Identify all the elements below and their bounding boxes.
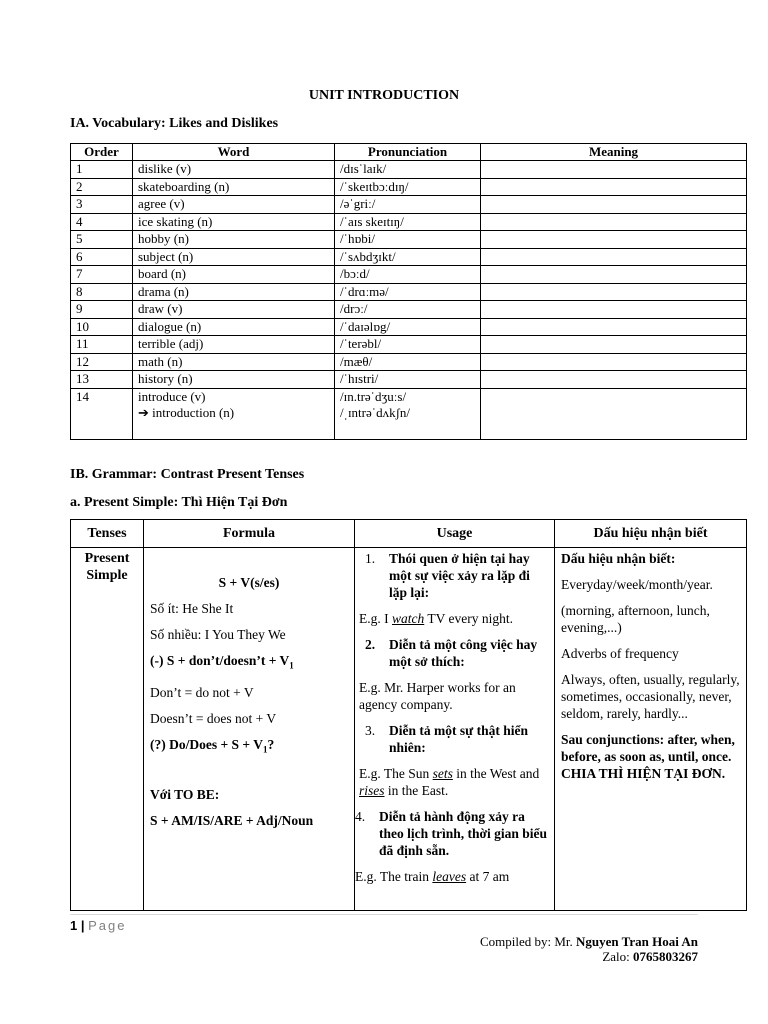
pronunciation-cell: /mæθ/ bbox=[335, 353, 481, 371]
table-row bbox=[71, 213, 747, 231]
order-cell: 8 bbox=[71, 283, 133, 301]
order-cell: 13 bbox=[71, 371, 133, 389]
tense-cell: Present Simple bbox=[71, 548, 144, 911]
formula-question-text: (?) Do/Does + S + V bbox=[150, 736, 264, 752]
word-cell: ice skating (n) bbox=[133, 213, 335, 231]
example-text: E.g. The train bbox=[355, 869, 433, 884]
table-row bbox=[71, 283, 747, 301]
usage-example: E.g. Mr. Harper works for an agency company. bbox=[359, 680, 516, 712]
meaning-cell bbox=[481, 371, 747, 389]
order-cell: 6 bbox=[71, 248, 133, 266]
pronunciation-cell: /əˈgriː/ bbox=[335, 196, 481, 214]
table-row bbox=[71, 178, 747, 196]
word-cell: subject (n) bbox=[133, 248, 335, 266]
meaning-cell bbox=[481, 231, 747, 249]
usage-example bbox=[355, 868, 548, 885]
zalo-label: Zalo: bbox=[602, 949, 633, 964]
pronunciation-cell: /bɔːd/ bbox=[335, 266, 481, 284]
table-row bbox=[71, 548, 747, 911]
meaning-cell bbox=[481, 283, 747, 301]
formula-tobe-label: Với TO BE: bbox=[150, 787, 220, 803]
pronunciation-cell: /ˈhɒbi/ bbox=[335, 231, 481, 249]
meaning-cell bbox=[481, 266, 747, 284]
arrow-right-icon: ➔ bbox=[138, 405, 149, 420]
word-cell: draw (v) bbox=[133, 301, 335, 319]
usage-text: Thói quen ở hiện tại hay một sự việc xảy ra lặp đi lặp lại: bbox=[389, 551, 530, 600]
example-verb: rises bbox=[359, 783, 385, 798]
grammar-heading: IB. Grammar: Contrast Present Tenses bbox=[70, 467, 305, 482]
order-cell: 2 bbox=[71, 178, 133, 196]
table-row bbox=[71, 336, 747, 354]
table-row bbox=[71, 161, 747, 179]
order-cell: 5 bbox=[71, 231, 133, 249]
signs-cell bbox=[555, 548, 747, 911]
pronunciation-cell: /ˈskeɪtbɔːdɪŋ/ bbox=[335, 178, 481, 196]
pronunciation-cell: /ˈsʌbdʒɪkt/ bbox=[335, 248, 481, 266]
usage-example bbox=[359, 610, 548, 627]
formula-singular: Số ít: He She It bbox=[150, 601, 234, 616]
example-text: E.g. The Sun bbox=[359, 766, 433, 781]
word-derivation bbox=[138, 405, 329, 422]
pronunciation-cell: /ˈhɪstri/ bbox=[335, 371, 481, 389]
usage-cell bbox=[355, 548, 555, 911]
order-cell: 7 bbox=[71, 266, 133, 284]
order-cell: 1 bbox=[71, 161, 133, 179]
example-text: in the West and bbox=[452, 766, 540, 781]
usage-number: 4. bbox=[355, 809, 366, 824]
meaning-cell bbox=[481, 388, 747, 439]
meaning-cell bbox=[481, 353, 747, 371]
example-verb: watch bbox=[392, 611, 425, 626]
signs-title: Dấu hiệu nhận biết: bbox=[561, 551, 676, 566]
order-cell: 11 bbox=[71, 336, 133, 354]
order-cell: 4 bbox=[71, 213, 133, 231]
zalo-number: 0765803267 bbox=[633, 949, 698, 964]
formula-negative-text: (-) S + don’t/doesn’t + V bbox=[150, 653, 290, 668]
word-text: introduce (v) bbox=[138, 388, 206, 404]
usage-item bbox=[359, 550, 548, 601]
usage-example bbox=[359, 765, 548, 799]
page-separator: | bbox=[77, 918, 89, 933]
grammar-header-row bbox=[71, 520, 747, 548]
pronunciation-text: /ɪn.trəˈdʒuːs/ bbox=[340, 388, 407, 404]
usage-text: Diễn tả một công việc hay một sở thích: bbox=[389, 637, 538, 669]
vocab-heading: IA. Vocabulary: Likes and Dislikes bbox=[70, 116, 279, 131]
col-header-word: Word bbox=[133, 144, 335, 161]
pronunciation-cell: /ˈaɪs skeɪtɪŋ/ bbox=[335, 213, 481, 231]
col-header-pronunciation: Pronunciation bbox=[335, 144, 481, 161]
meaning-cell bbox=[481, 301, 747, 319]
formula-doesnt: Doesn’t = does not + V bbox=[150, 710, 277, 726]
order-cell: 3 bbox=[71, 196, 133, 214]
table-row bbox=[71, 371, 747, 389]
col-header-formula: Formula bbox=[144, 520, 355, 548]
pronunciation-cell: /drɔː/ bbox=[335, 301, 481, 319]
table-row bbox=[71, 301, 747, 319]
meaning-cell bbox=[481, 178, 747, 196]
word-cell: agree (v) bbox=[133, 196, 335, 214]
table-row bbox=[71, 388, 747, 439]
compiled-by-label: Compiled by: Mr. bbox=[479, 934, 577, 949]
usage-text: Diễn tả một sự thật hiển nhiên: bbox=[389, 723, 528, 755]
pronunciation-text-derived: /ˌɪntrəˈdʌkʃn/ bbox=[340, 405, 411, 420]
example-text: E.g. I bbox=[359, 611, 392, 626]
formula-cell bbox=[144, 548, 355, 911]
example-text: at 7 am bbox=[466, 869, 510, 884]
signs-conjunctions: Sau conjunctions: after, when, before, as soon as, until, once. CHIA THÌ HIỆN TẠI ĐƠN. bbox=[561, 732, 735, 781]
pronunciation-cell: /dɪsˈlaɪk/ bbox=[335, 161, 481, 179]
order-cell: 12 bbox=[71, 353, 133, 371]
word-cell: history (n) bbox=[133, 371, 335, 389]
zalo-contact bbox=[602, 949, 698, 965]
formula-question-mark: ? bbox=[267, 736, 275, 752]
meaning-cell bbox=[481, 196, 747, 214]
meaning-cell bbox=[481, 213, 747, 231]
meaning-cell bbox=[481, 336, 747, 354]
word-cell: math (n) bbox=[133, 353, 335, 371]
grammar-table bbox=[70, 519, 747, 911]
page-title: UNIT INTRODUCTION bbox=[308, 88, 460, 103]
usage-item bbox=[359, 722, 548, 756]
usage-item bbox=[355, 808, 548, 859]
table-row bbox=[71, 353, 747, 371]
formula-question bbox=[150, 736, 348, 759]
usage-number: 2. bbox=[365, 637, 376, 652]
word-cell bbox=[133, 388, 335, 439]
meaning-cell bbox=[481, 248, 747, 266]
table-row bbox=[71, 266, 747, 284]
pronunciation-cell: /ˈterəbl/ bbox=[335, 336, 481, 354]
col-header-usage: Usage bbox=[355, 520, 555, 548]
table-row bbox=[71, 318, 747, 336]
col-header-order: Order bbox=[71, 144, 133, 161]
table-row bbox=[71, 231, 747, 249]
grammar-subheading: a. Present Simple: Thì Hiện Tại Đơn bbox=[70, 495, 288, 510]
word-cell: terrible (adj) bbox=[133, 336, 335, 354]
word-cell: skateboarding (n) bbox=[133, 178, 335, 196]
usage-text: Diễn tả hành động xảy ra theo lịch trình, thời gian biểu đã định sẵn. bbox=[379, 809, 547, 858]
vocab-table bbox=[70, 143, 747, 440]
order-cell: 9 bbox=[71, 301, 133, 319]
usage-item bbox=[359, 636, 548, 670]
example-verb: leaves bbox=[432, 869, 467, 884]
formula-negative-sub: 1 bbox=[289, 660, 294, 671]
order-cell: 14 bbox=[71, 388, 133, 439]
usage-number: 1. bbox=[365, 551, 376, 566]
pronunciation-cell: /ˈdaɪəlɒg/ bbox=[335, 318, 481, 336]
table-row bbox=[71, 248, 747, 266]
word-cell: board (n) bbox=[133, 266, 335, 284]
signs-parts-of-day: (morning, afternoon, lunch, evening,...) bbox=[561, 603, 710, 635]
meaning-cell bbox=[481, 318, 747, 336]
order-cell: 10 bbox=[71, 318, 133, 336]
footer-divider bbox=[70, 914, 698, 915]
pronunciation-cell bbox=[335, 388, 481, 439]
page-number-value: 1 bbox=[70, 918, 78, 933]
compiled-by bbox=[480, 934, 698, 950]
formula-dont: Don’t = do not + V bbox=[150, 684, 254, 700]
page-label: Page bbox=[88, 918, 127, 933]
table-row bbox=[71, 196, 747, 214]
usage-number: 3. bbox=[365, 723, 376, 738]
example-text: in the East. bbox=[384, 783, 449, 798]
col-header-tenses: Tenses bbox=[71, 520, 144, 548]
word-cell: hobby (n) bbox=[133, 231, 335, 249]
formula-negative bbox=[150, 652, 348, 675]
col-header-signs: Dấu hiệu nhận biết bbox=[555, 520, 747, 548]
formula-question-sub: 1 bbox=[263, 744, 268, 755]
col-header-meaning: Meaning bbox=[481, 144, 747, 161]
vocab-header-row bbox=[71, 144, 747, 161]
example-text: TV every night. bbox=[424, 611, 513, 626]
word-cell: dislike (v) bbox=[133, 161, 335, 179]
page-number bbox=[70, 918, 126, 933]
word-cell: dialogue (n) bbox=[133, 318, 335, 336]
word-text-derived: introduction (n) bbox=[152, 405, 235, 420]
example-verb: sets bbox=[432, 766, 453, 781]
formula-tobe: S + AM/IS/ARE + Adj/Noun bbox=[150, 813, 314, 829]
signs-time: Everyday/week/month/year. bbox=[561, 577, 713, 592]
pronunciation-cell: /ˈdrɑːmə/ bbox=[335, 283, 481, 301]
signs-adverbs-label: Adverbs of frequency bbox=[561, 646, 679, 661]
compiled-by-name: Nguyen Tran Hoai An bbox=[576, 934, 698, 949]
meaning-cell bbox=[481, 161, 747, 179]
formula-plural: Số nhiều: I You They We bbox=[150, 627, 286, 642]
signs-adverbs-list: Always, often, usually, regularly, sometimes, occasionally, never, seldom, rarely, hardly... bbox=[561, 672, 740, 721]
formula-affirmative: S + V(s/es) bbox=[218, 575, 280, 590]
word-cell: drama (n) bbox=[133, 283, 335, 301]
